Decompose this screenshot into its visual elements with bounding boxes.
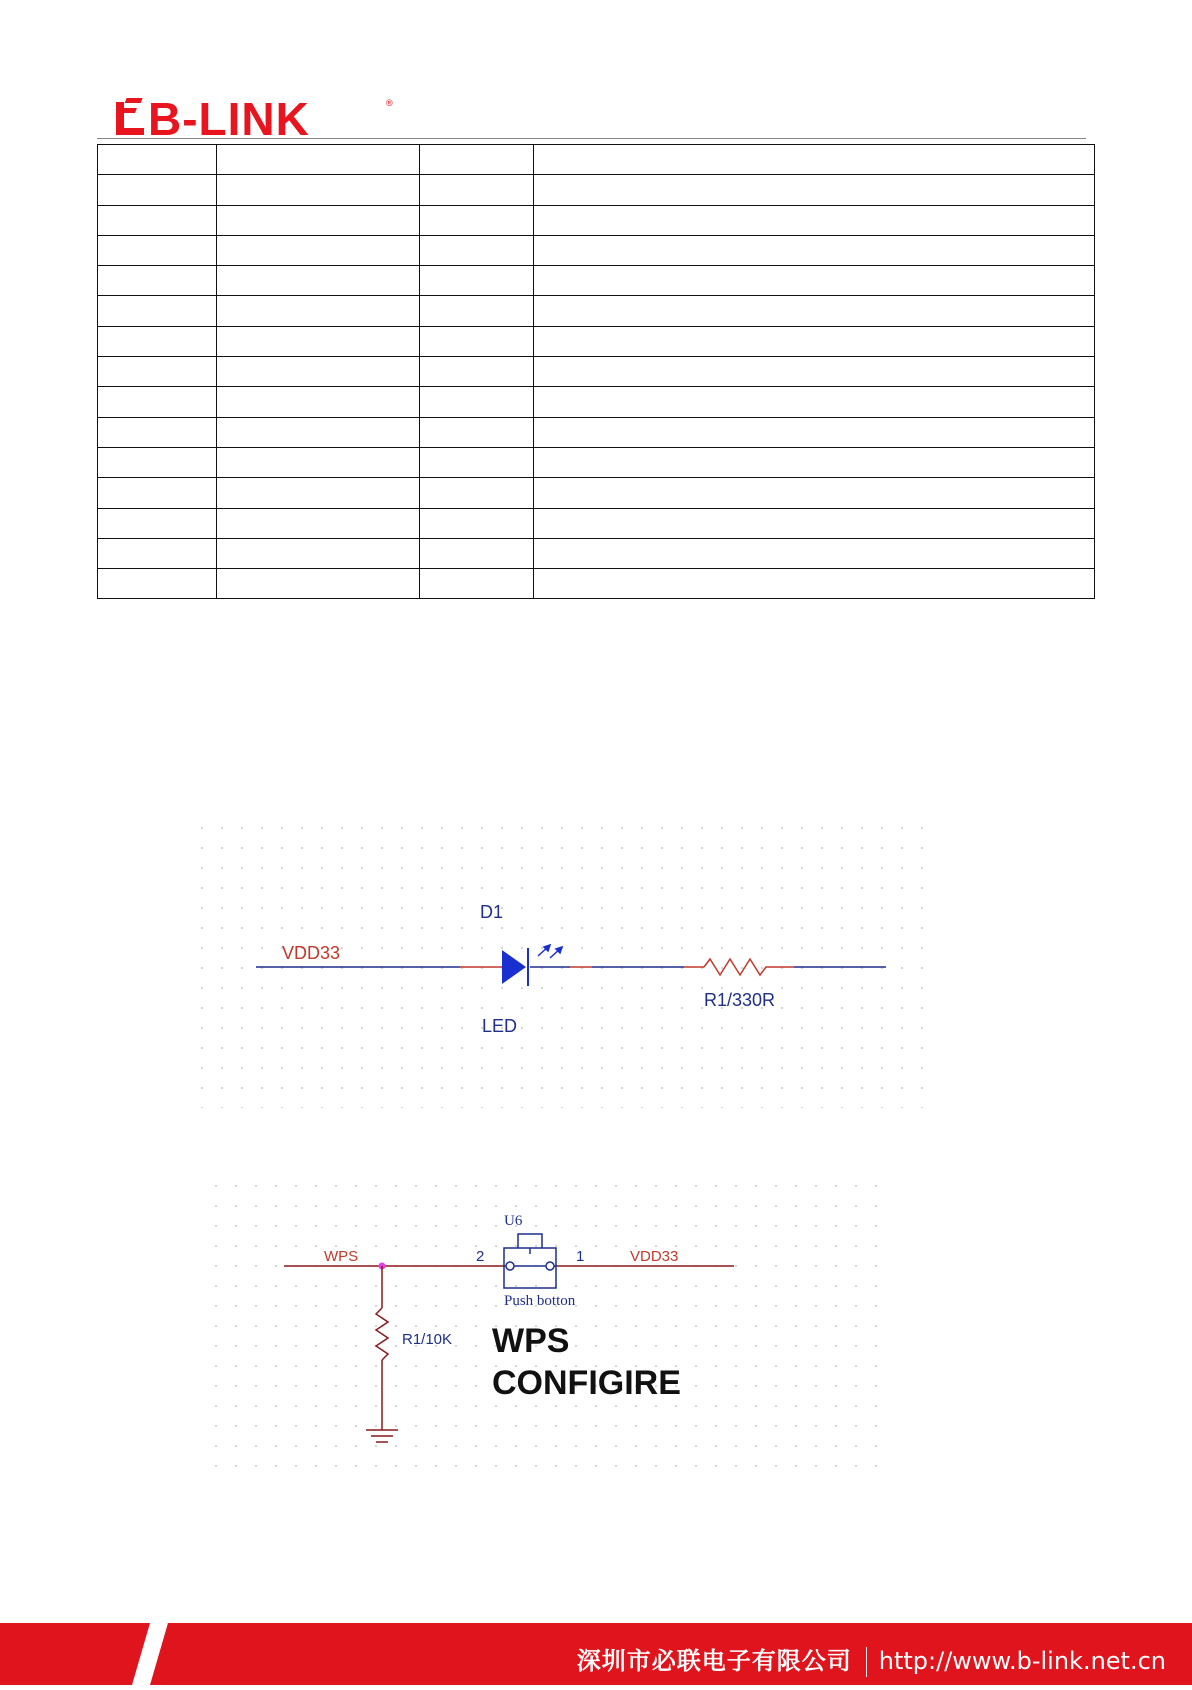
footer-company: 深圳市必联电子有限公司 (576, 1647, 852, 1675)
table-row (98, 175, 1095, 205)
table-cell (98, 175, 217, 205)
footer-left-block (0, 1623, 150, 1685)
table-row (98, 357, 1095, 387)
footer-text (577, 1641, 1166, 1677)
vdd33-label: VDD33 (282, 943, 341, 963)
table-cell (534, 296, 1095, 326)
table-cell (217, 387, 420, 417)
table-row (98, 205, 1095, 235)
table-cell (217, 357, 420, 387)
table-row (98, 569, 1095, 599)
vdd33-label: VDD33 (630, 1248, 679, 1265)
table-cell (98, 569, 217, 599)
table-cell (534, 175, 1095, 205)
company-logo (116, 93, 396, 145)
table-cell (534, 508, 1095, 538)
table-cell (217, 175, 420, 205)
table-cell (420, 447, 534, 477)
table-cell (420, 175, 534, 205)
switch-ref-label: U6 (504, 1213, 523, 1229)
table-cell (420, 538, 534, 568)
table-cell (98, 145, 217, 175)
footer-url[interactable]: http://www.b-link.net.cn (878, 1647, 1166, 1675)
table-row (98, 235, 1095, 265)
table-row (98, 538, 1095, 568)
table-cell (420, 508, 534, 538)
footer-separator (866, 1647, 867, 1677)
table-cell (217, 447, 420, 477)
table-cell (420, 145, 534, 175)
table-cell (534, 266, 1095, 296)
table-cell (217, 266, 420, 296)
table-row (98, 478, 1095, 508)
logo-text: B-LINK (148, 93, 310, 145)
table-cell (420, 478, 534, 508)
table-row (98, 387, 1095, 417)
table-cell (420, 326, 534, 356)
table-cell (98, 387, 217, 417)
table-cell (98, 235, 217, 265)
table-cell (534, 205, 1095, 235)
table-cell (98, 508, 217, 538)
table-cell (420, 569, 534, 599)
switch-pin-1: 1 (576, 1248, 585, 1265)
switch-pin-2: 2 (476, 1248, 485, 1265)
registered-mark: ® (386, 98, 393, 108)
table-row (98, 417, 1095, 447)
table-cell (534, 478, 1095, 508)
wps-net-label: WPS (324, 1248, 359, 1265)
table-cell (98, 417, 217, 447)
table-cell (534, 417, 1095, 447)
table-cell (98, 538, 217, 568)
table-cell (534, 447, 1095, 477)
wps-title-line1: WPS (492, 1322, 570, 1360)
diode-ref-label: D1 (480, 902, 504, 922)
table-cell (420, 357, 534, 387)
header-rule (97, 138, 1086, 139)
table-cell (217, 205, 420, 235)
table-cell (534, 357, 1095, 387)
table-row (98, 266, 1095, 296)
table-cell (534, 235, 1095, 265)
table-cell (420, 387, 534, 417)
table-cell (217, 478, 420, 508)
table-cell (98, 205, 217, 235)
table-cell (98, 478, 217, 508)
table-row (98, 447, 1095, 477)
table-cell (217, 508, 420, 538)
table-cell (420, 205, 534, 235)
table-cell (534, 326, 1095, 356)
table-row (98, 296, 1095, 326)
pulldown-resistor-label: R1/10K (402, 1331, 453, 1348)
led-schematic (200, 826, 940, 1108)
table-cell (217, 326, 420, 356)
table-cell (534, 145, 1095, 175)
table-row (98, 326, 1095, 356)
table-cell (98, 266, 217, 296)
table-cell (534, 569, 1095, 599)
switch-desc-label: Push botton (504, 1293, 576, 1309)
table-cell (217, 417, 420, 447)
table-cell (534, 538, 1095, 568)
table-cell (217, 538, 420, 568)
logo-graphic (116, 93, 396, 145)
table-row (98, 508, 1095, 538)
wps-schematic (214, 1184, 894, 1474)
table-cell (217, 145, 420, 175)
table-cell (217, 569, 420, 599)
table-row (98, 145, 1095, 175)
table-cell (217, 235, 420, 265)
table-cell (98, 447, 217, 477)
table-cell (420, 417, 534, 447)
pin-table (97, 144, 1095, 599)
resistor-label: R1/330R (704, 990, 776, 1010)
wps-title-line2: CONFIGIRE (492, 1364, 681, 1402)
table-cell (98, 357, 217, 387)
table-cell (420, 266, 534, 296)
table-cell (420, 235, 534, 265)
table-cell (534, 387, 1095, 417)
table-cell (420, 296, 534, 326)
table-cell (98, 296, 217, 326)
table-cell (98, 326, 217, 356)
table-cell (217, 296, 420, 326)
diode-type-label: LED (482, 1016, 518, 1036)
